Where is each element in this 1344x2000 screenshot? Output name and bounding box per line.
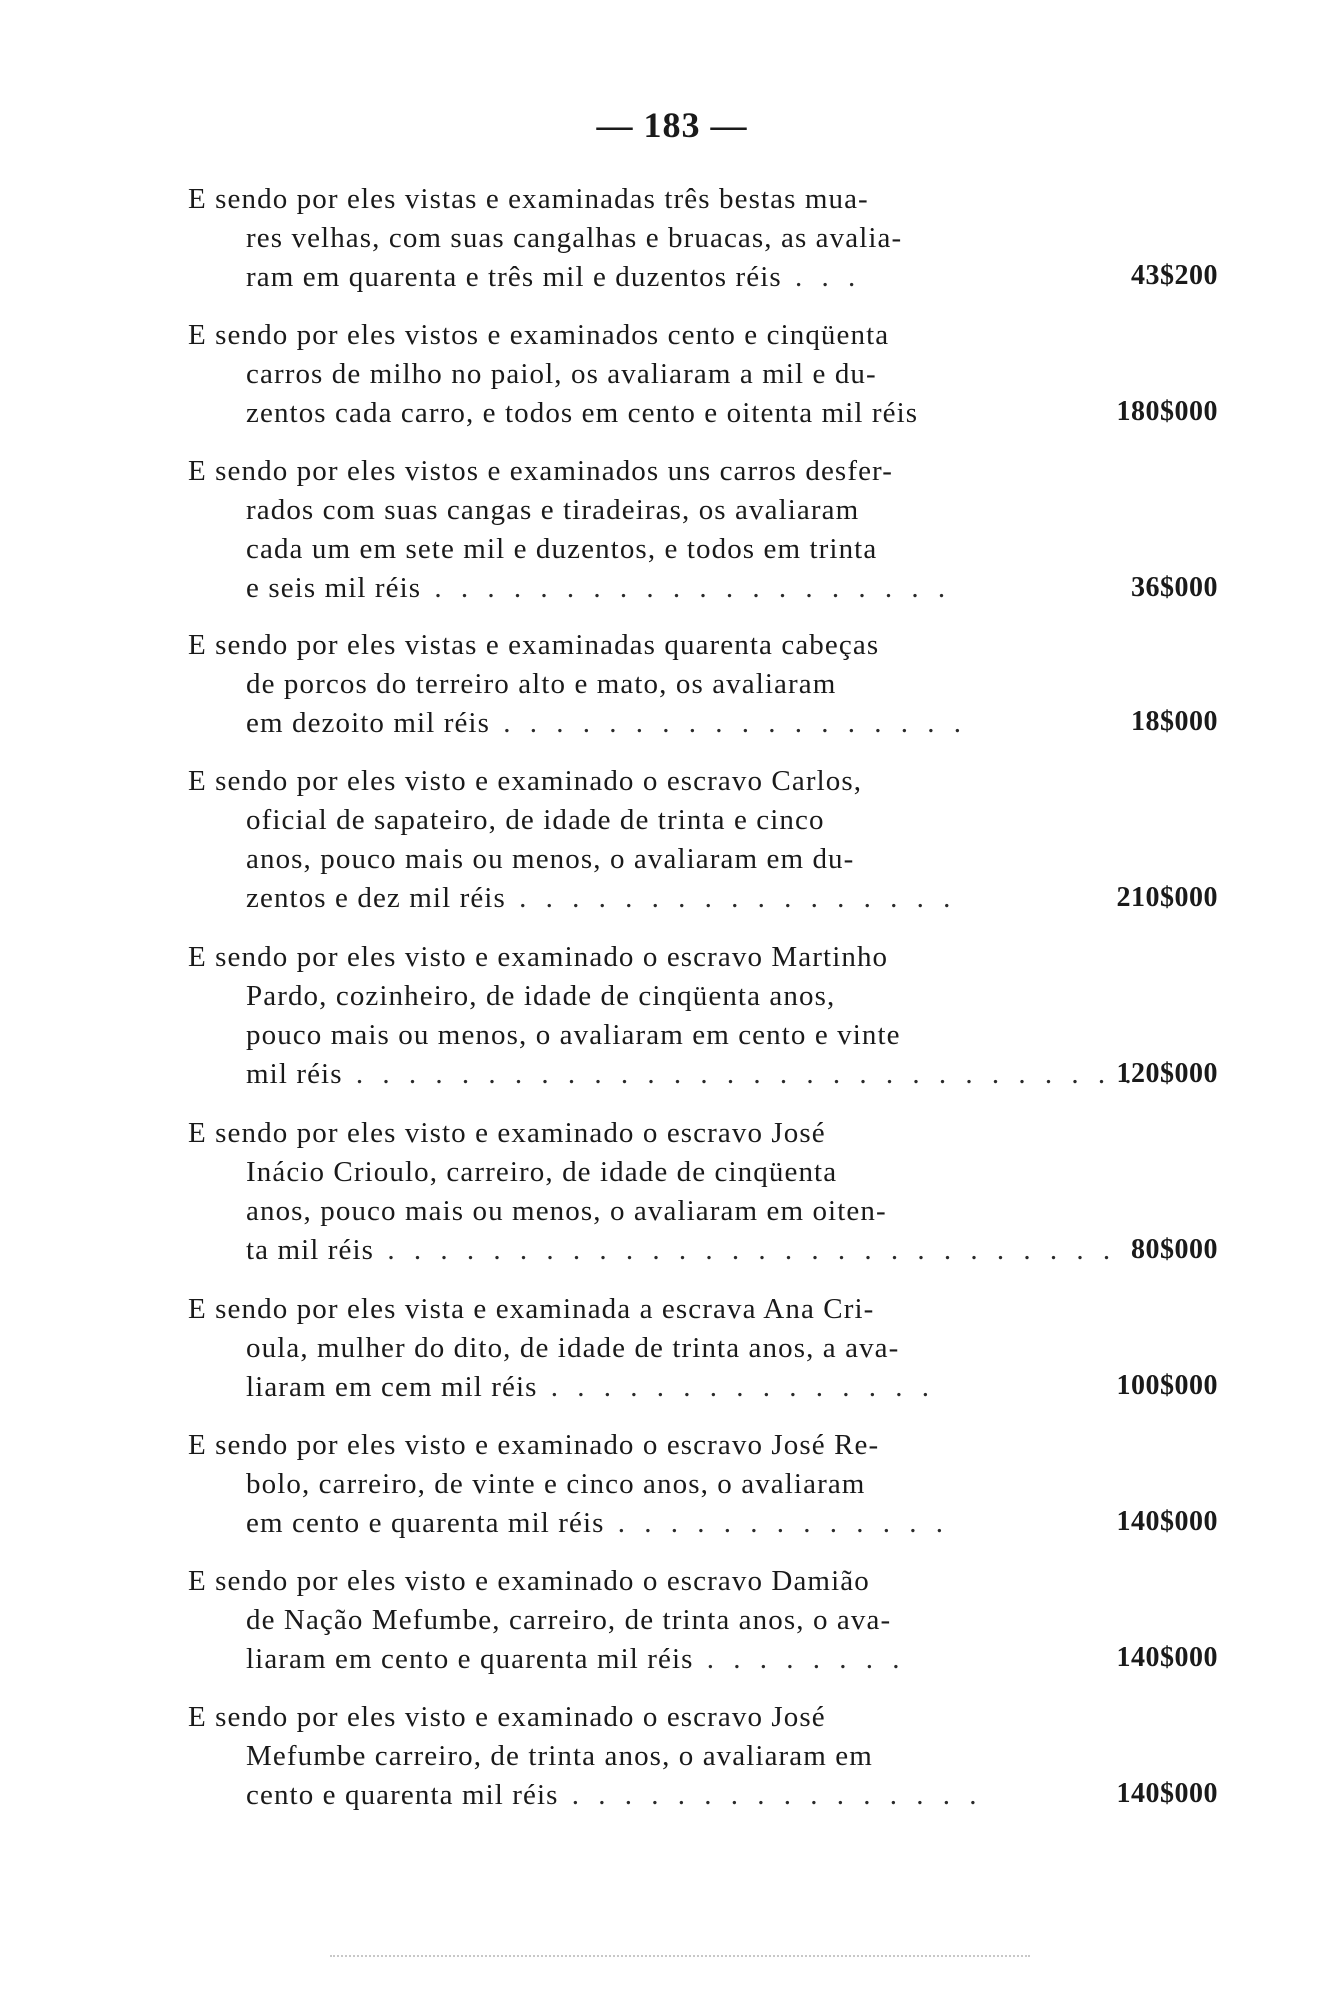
entry-line: E sendo por eles visto e examinado o escravo José Re- (188, 1429, 880, 1461)
entry-text (188, 316, 1058, 433)
entry-amount: 100$000 (1116, 1370, 1218, 1401)
entry-line: E sendo por eles vistas e examinadas quarenta cabeças (188, 629, 880, 661)
entry-line: Pardo, cozinheiro, de idade de cinqüenta anos, (246, 980, 836, 1012)
entry-line: E sendo por eles visto e examinado o escravo Damião (188, 1565, 870, 1597)
entry-line: ta mil réis . . . . . . . . . . . . . . . . . . . . . . . . . . . . (246, 1234, 1117, 1266)
page-number: — 183 — (596, 105, 748, 145)
entry-line: mil réis . . . . . . . . . . . . . . . . . . . . . . . . . . . . . . (246, 1058, 1138, 1090)
entry-amount: 140$000 (1116, 1778, 1218, 1809)
entry-amount: 140$000 (1116, 1642, 1218, 1673)
entry-amount: 140$000 (1116, 1506, 1218, 1537)
entry-line: res velhas, com suas cangalhas e bruacas, as avalia- (246, 222, 903, 254)
entry-text (188, 452, 1058, 608)
entry-line: cento e quarenta mil réis . . . . . . . . . . . . . . . . (246, 1779, 983, 1811)
entry-amount: 43$200 (1131, 260, 1218, 291)
entry-line: de Nação Mefumbe, carreiro, de trinta anos, o ava- (246, 1604, 892, 1636)
entry-line: E sendo por eles visto e examinado o escravo Carlos, (188, 765, 863, 797)
entry-text (188, 1698, 1058, 1815)
entry-line: Inácio Crioulo, carreiro, de idade de cinqüenta (246, 1156, 838, 1188)
entry-text (188, 1562, 1058, 1679)
entry-line: oula, mulher do dito, de idade de trinta anos, a ava- (246, 1332, 900, 1364)
entry-text (188, 1114, 1117, 1270)
entry-text (188, 626, 1058, 743)
entry-line: zentos cada carro, e todos em cento e oitenta mil réis (246, 397, 919, 429)
entry-line: anos, pouco mais ou menos, o avaliaram em du- (246, 843, 855, 875)
entry-text (188, 1290, 1058, 1407)
entry-line: liaram em cento e quarenta mil réis . . . . . . . . (246, 1643, 906, 1675)
entry-line: cada um em sete mil e duzentos, e todos em trinta (246, 533, 878, 565)
entry-text (188, 180, 1058, 297)
entry-line: em cento e quarenta mil réis . . . . . . . . . . . . . (246, 1507, 950, 1539)
entry-line: E sendo por eles vista e examinada a escrava Ana Cri- (188, 1293, 875, 1325)
entry-line: Mefumbe carreiro, de trinta anos, o avaliaram em (246, 1740, 873, 1772)
entry-amount: 80$000 (1131, 1234, 1218, 1265)
entry-line: anos, pouco mais ou menos, o avaliaram em oiten- (246, 1195, 887, 1227)
entry-line: E sendo por eles vistas e examinadas três bestas mua- (188, 183, 869, 215)
entry-amount: 210$000 (1116, 882, 1218, 913)
entry-text (188, 938, 1138, 1094)
entry-line: e seis mil réis . . . . . . . . . . . . . . . . . . . . (246, 572, 952, 604)
entry-line: E sendo por eles visto e examinado o escravo José (188, 1701, 826, 1733)
entry-line: liaram em cem mil réis . . . . . . . . . . . . . . . (246, 1371, 936, 1403)
entry-line: zentos e dez mil réis . . . . . . . . . . . . . . . . . (246, 882, 957, 914)
entry-text (188, 1426, 1058, 1543)
entry-line: bolo, carreiro, de vinte e cinco anos, o avaliaram (246, 1468, 866, 1500)
entry-line: oficial de sapateiro, de idade de trinta e cinco (246, 804, 825, 836)
entry-amount: 36$000 (1131, 572, 1218, 603)
entry-line: de porcos do terreiro alto e mato, os avaliaram (246, 668, 837, 700)
entry-line: ram em quarenta e três mil e duzentos réis . . . (246, 261, 862, 293)
entry-line: E sendo por eles vistos e examinados uns carros desfer- (188, 455, 893, 487)
entry-line: pouco mais ou menos, o avaliaram em cento e vinte (246, 1019, 901, 1051)
entry-line: carros de milho no paiol, os avaliaram a mil e du- (246, 358, 877, 390)
scan-artifact-line (330, 1955, 1030, 1959)
entry-amount: 18$000 (1131, 706, 1218, 737)
entry-line: E sendo por eles visto e examinado o escravo Martinho (188, 941, 889, 973)
entry-line: em dezoito mil réis . . . . . . . . . . . . . . . . . . (246, 707, 967, 739)
entry-line: E sendo por eles vistos e examinados cento e cinqüenta (188, 319, 890, 351)
entry-line: E sendo por eles visto e examinado o escravo José (188, 1117, 826, 1149)
entry-amount: 180$000 (1116, 396, 1218, 427)
entry-text (188, 762, 1058, 918)
entry-amount: 120$000 (1116, 1058, 1218, 1089)
entry-line: rados com suas cangas e tiradeiras, os avaliaram (246, 494, 860, 526)
